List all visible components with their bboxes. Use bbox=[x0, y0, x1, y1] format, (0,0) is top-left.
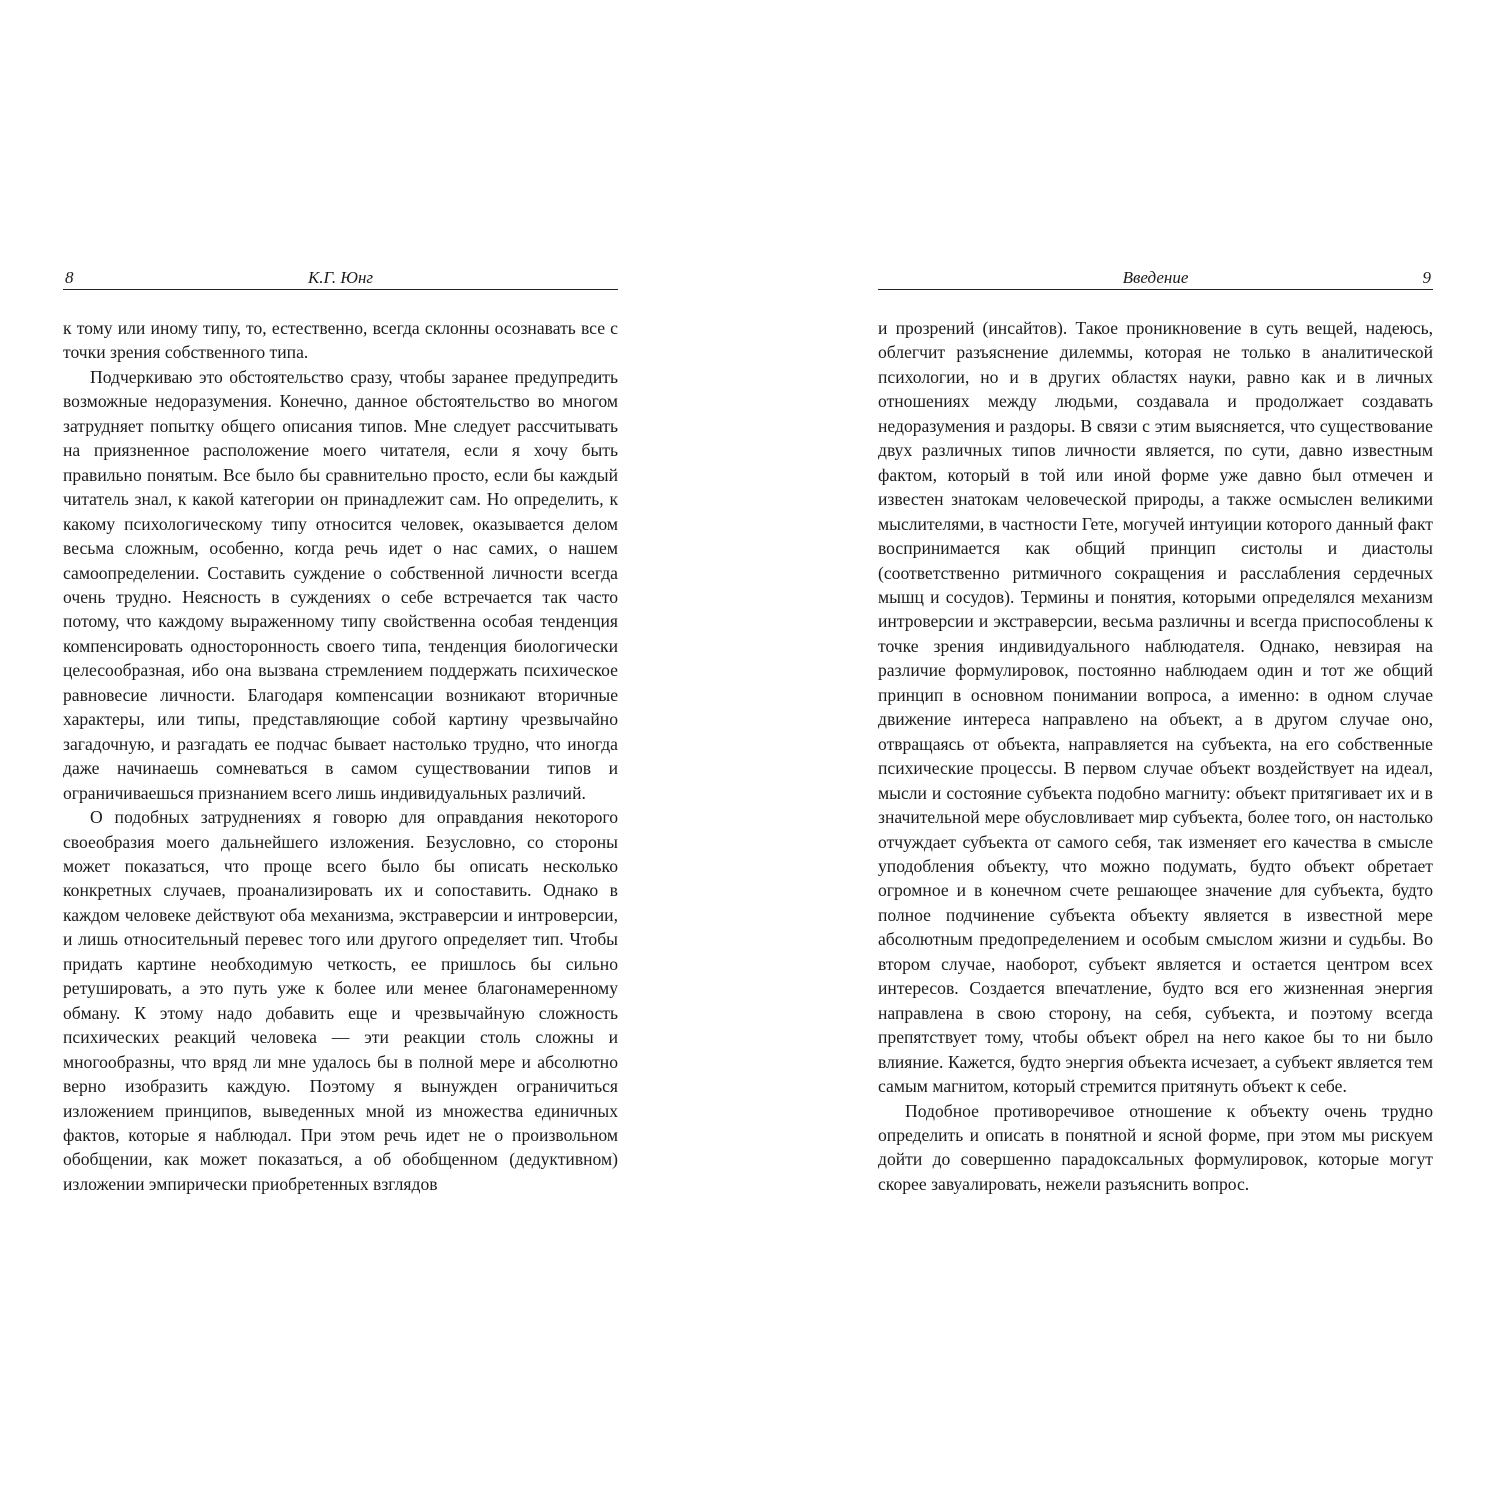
left-paragraph-2: Подчеркиваю это обстоятельство сразу, чтобы заранее предупредить возможные недоразумения. Конечно, данное обстоятельство во многом затрудняет попытку общего описания типов. Мне следует рассчитывать на приязненное расположение моего читателя, если я хочу быть правильно понятым. Все было бы сравнительно просто, если бы каждый читатель знал, к какой категории он принадлежит сам. Но определить, к какому психологическому типу относится человек, оказывается делом весьма сложным, особенно, когда речь идет о нас самих, о нашем самоопределении. Составить суждение о собственной личности всегда очень трудно. Неясность в суждениях о себе встречается так часто потому, что каждому выраженному типу свойственна особая тенденция компенсировать односторонность своего типа, тенденция биологически целесообразная, ибо она вызвана стремлением поддержать психическое равновесие личности. Благодаря компенсации возникают вторичные характеры, или типы, представляющие собой картину чрезвычайно загадочную, и разгадать ее подчас бывает настолько трудно, что иногда даже начинаешь сомневаться в самом существовании типов и ограничиваешься признанием всего лишь индивидуальных различий. bbox=[63, 366, 618, 803]
right-page bbox=[878, 267, 1433, 1196]
right-running-head-chapter: Введение bbox=[1122, 268, 1189, 287]
left-running-head-author: К.Г. Юнг bbox=[307, 268, 374, 287]
right-page-body bbox=[878, 316, 1433, 1196]
left-running-head bbox=[63, 267, 618, 290]
right-paragraph-1: и прозрений (инсайтов). Такое проникновение в суть вещей, надеюсь, облегчит разъяснение дилеммы, которая не только в аналитической психологии, но и в других областях науки, равно как и в личных отношениях между людьми, создавала и продолжает создавать недоразумения и раздоры. В связи с этим выясняется, что существование двух различных типов личности является, по сути, давно известным фактом, который в той или иной форме уже давно был отмечен и известен знатокам человеческой природы, а также осмыслен великими мыслителями, в частности Гете, могучей интуиции которого данный факт воспринимается как общий принцип систолы и диастолы (соответственно ритмичного сокращения и расслабления сердечных мышц и сосудов). Термины и понятия, которыми определялся механизм интроверсии и экстраверсии, весьма различны и всегда приспособлены к точке зрения индивидуального наблюдателя. Однако, невзирая на различие формулировок, постоянно наблюдаем один и тот же общий принцип в основном понимании вопроса, а именно: в одном случае движение интереса направлено на объект, а в другом случае оно, отвращаясь от объекта, направляется на субъекта, на его собственные психические процессы. В первом случае объект воздействует на идеал, мысли и состояние субъекта подобно магниту: объект притягивает их и в значительной мере обусловливает мир субъекта, более того, он настолько отчуждает субъекта от самого себя, так изменяет его качества в смысле уподобления объекту, что можно подумать, будто объект обретает огромное и в конечном счете решающее значение для субъекта, будто полное подчинение субъекта объекту является в известной мере абсолютным предопределением и особым смыслом жизни и судьбы. Во втором случае, наоборот, субъект является и остается центром всех интересов. Создается впечатление, будто вся его жизненная энергия направлена в свою сторону, на себя, субъекта, и поэтому всегда препятствует тому, чтобы объект обрел на него какое бы то ни было влияние. Кажется, будто энергия объекта исчезает, а субъект является тем самым магнитом, который стремится притянуть объект к себе. bbox=[878, 318, 1433, 1097]
left-paragraph-3: О подобных затруднениях я говорю для оправдания некоторого своеобразия моего дальнейшего изложения. Безусловно, со стороны может показаться, что проще всего было бы описать несколько конкретных случаев, проанализировать их и сопоставить. Однако в каждом человеке действуют оба механизма, экстраверсии и интроверсии, и лишь относительный перевес того или другого определяет тип. Чтобы придать картине необходимую четкость, ее пришлось бы сильно ретушировать, а это путь уже к более или менее благонамеренному обману. К этому надо добавить еще и чрезвычайную сложность психических реакций человека — эти реакции столь сложны и многообразны, что вряд ли мне удалось бы в полной мере и абсолютно верно изобразить каждую. Поэтому я вынужден ограничиться изложением принципов, выведенных мной из множества единичных фактов, которые я наблюдал. При этом речь идет не о произвольном обобщении, как может показаться, а об обобщенном (дедуктивном) изложении эмпирически приобретенных взглядов bbox=[63, 807, 618, 1194]
left-page-body bbox=[63, 316, 618, 1196]
left-page-number: 8 bbox=[65, 268, 74, 287]
left-page bbox=[63, 267, 618, 1196]
right-paragraph-2: Подобное противоречивое отношение к объекту очень трудно определить и описать в понятной и ясной форме, при этом мы рискуем дойти до совершенно парадоксальных формулировок, которые могут скорее завуалировать, нежели разъяснить вопрос. bbox=[878, 1100, 1433, 1194]
right-running-head bbox=[878, 267, 1433, 290]
right-page-number: 9 bbox=[1422, 268, 1431, 287]
left-paragraph-1: к тому или иному типу, то, естественно, всегда склонны осознавать все с точки зрения собственного типа. bbox=[63, 318, 618, 363]
